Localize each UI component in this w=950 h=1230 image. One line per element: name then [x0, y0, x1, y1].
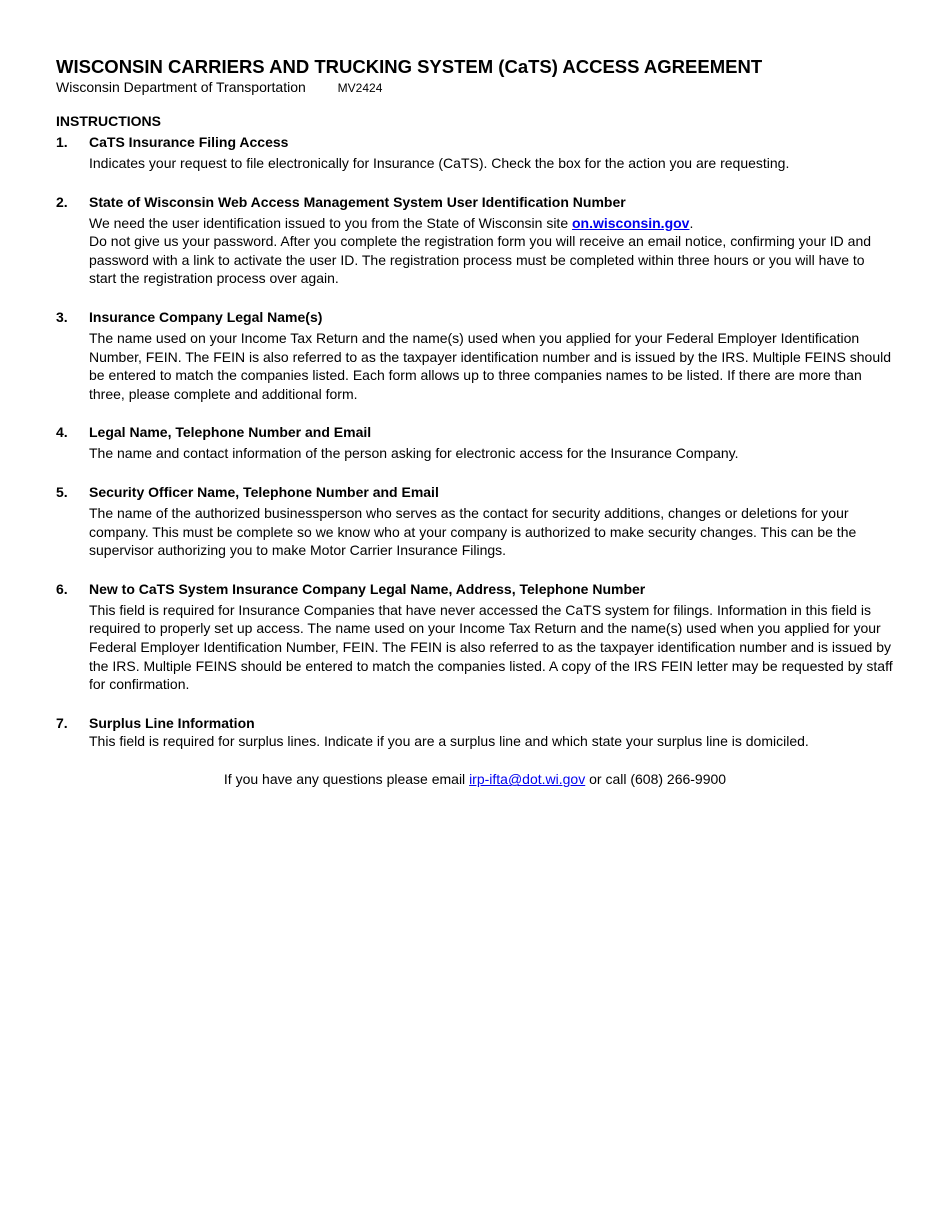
item-heading-row — [56, 423, 894, 441]
item-heading-row — [56, 580, 894, 598]
footer-text-suffix: or call (608) 266-9900 — [585, 771, 727, 788]
item-text: The name used on your Income Tax Return and the name(s) used when you applied for your Federal Employer Identification Number, FEIN. The FEIN is also referred to as the taxpayer identification number and is issued by the IRS. Multiple FEINS should be entered to match the companies listed. Each form allows up to three companies names to be listed. If there are more than three, please complete and additional form. — [89, 329, 891, 402]
item-heading: Legal Name, Telephone Number and Email — [89, 424, 372, 441]
item-number: 2. — [56, 193, 68, 210]
instruction-item-3 — [56, 308, 894, 403]
instruction-item-1 — [56, 133, 894, 173]
item-body — [89, 329, 894, 403]
item-text-secondary: Do not give us your password. After you complete the registration form you will receive an email notice, confirming your ID and password with a link to activate the user ID. The registration process must be completed within three hours or you will have to start the registration process over again. — [89, 233, 872, 287]
instruction-item-5 — [56, 483, 894, 560]
item-text: This field is required for Insurance Companies that have never accessed the CaTS system for filings. Information in this field is required to properly set up access. The name used on your Income Tax Return and the name(s) used when you applied for your Federal Employer Identification Number, FEIN. The FEIN is also referred to as the taxpayer identification number and is issued by the IRS. Multiple FEINS should be entered to match the companies listed. A copy of the IRS FEIN letter may be requested by staff for confirmation. — [89, 601, 893, 693]
wisconsin-site-link[interactable]: on.wisconsin.gov — [572, 214, 690, 231]
instruction-item-6 — [56, 580, 894, 694]
item-number: 3. — [56, 308, 68, 325]
item-body — [89, 732, 894, 751]
item-heading: CaTS Insurance Filing Access — [89, 134, 289, 150]
item-heading: Surplus Line Information — [89, 714, 255, 731]
item-text-suffix: . — [689, 214, 694, 231]
item-heading: Insurance Company Legal Name(s) — [89, 308, 323, 325]
item-heading: Security Officer Name, Telephone Number and Email — [89, 483, 439, 500]
instructions-heading: INSTRUCTIONS — [56, 113, 161, 129]
item-text: The name and contact information of the person asking for electronic access for the Insurance Company. — [89, 445, 739, 462]
item-heading-row — [56, 308, 894, 326]
form-number: MV2424 — [337, 81, 383, 95]
document-title: WISCONSIN CARRIERS AND TRUCKING SYSTEM (CaTS) ACCESS AGREEMENT — [56, 56, 763, 77]
item-heading-row — [56, 133, 894, 151]
item-text: This field is required for surplus lines. Indicate if you are a surplus line and which state your surplus line is domiciled. — [89, 732, 809, 749]
item-number: 1. — [56, 134, 68, 150]
contact-footer — [56, 770, 894, 788]
item-number: 5. — [56, 483, 68, 500]
document-subheader — [56, 78, 894, 97]
footer-text-prefix: If you have any questions please email — [223, 771, 470, 788]
item-text: Indicates your request to file electronically for Insurance (CaTS). Check the box for the action you are requesting. — [89, 155, 790, 171]
item-number: 4. — [56, 424, 68, 441]
item-number: 6. — [56, 580, 68, 597]
item-heading: State of Wisconsin Web Access Management System User Identification Number — [89, 193, 626, 210]
item-body — [89, 154, 894, 173]
item-body — [89, 601, 894, 694]
item-number: 7. — [56, 714, 68, 731]
item-heading-row — [56, 714, 894, 732]
item-body — [89, 504, 894, 560]
item-heading-row — [56, 193, 894, 211]
instruction-item-2 — [56, 193, 894, 288]
instruction-item-4 — [56, 423, 894, 463]
item-text: The name of the authorized businessperson who serves as the contact for security additions, changes or deletions for your company. This must be complete so we know who at your company is authorized to make security changes. This can be the supervisor authorizing you to make Motor Carrier Insurance Filings. — [89, 504, 857, 559]
contact-email-link[interactable]: irp-ifta@dot.wi.gov — [469, 771, 586, 788]
item-heading: New to CaTS System Insurance Company Legal Name, Address, Telephone Number — [89, 580, 646, 597]
item-body — [89, 214, 894, 288]
item-text-prefix: We need the user identification issued to you from the State of Wisconsin site — [89, 214, 572, 231]
item-heading-row — [56, 483, 894, 501]
instruction-item-7 — [56, 714, 894, 751]
department-name: Wisconsin Department of Transportation — [56, 79, 306, 95]
item-text — [89, 214, 894, 233]
item-body — [89, 444, 894, 463]
